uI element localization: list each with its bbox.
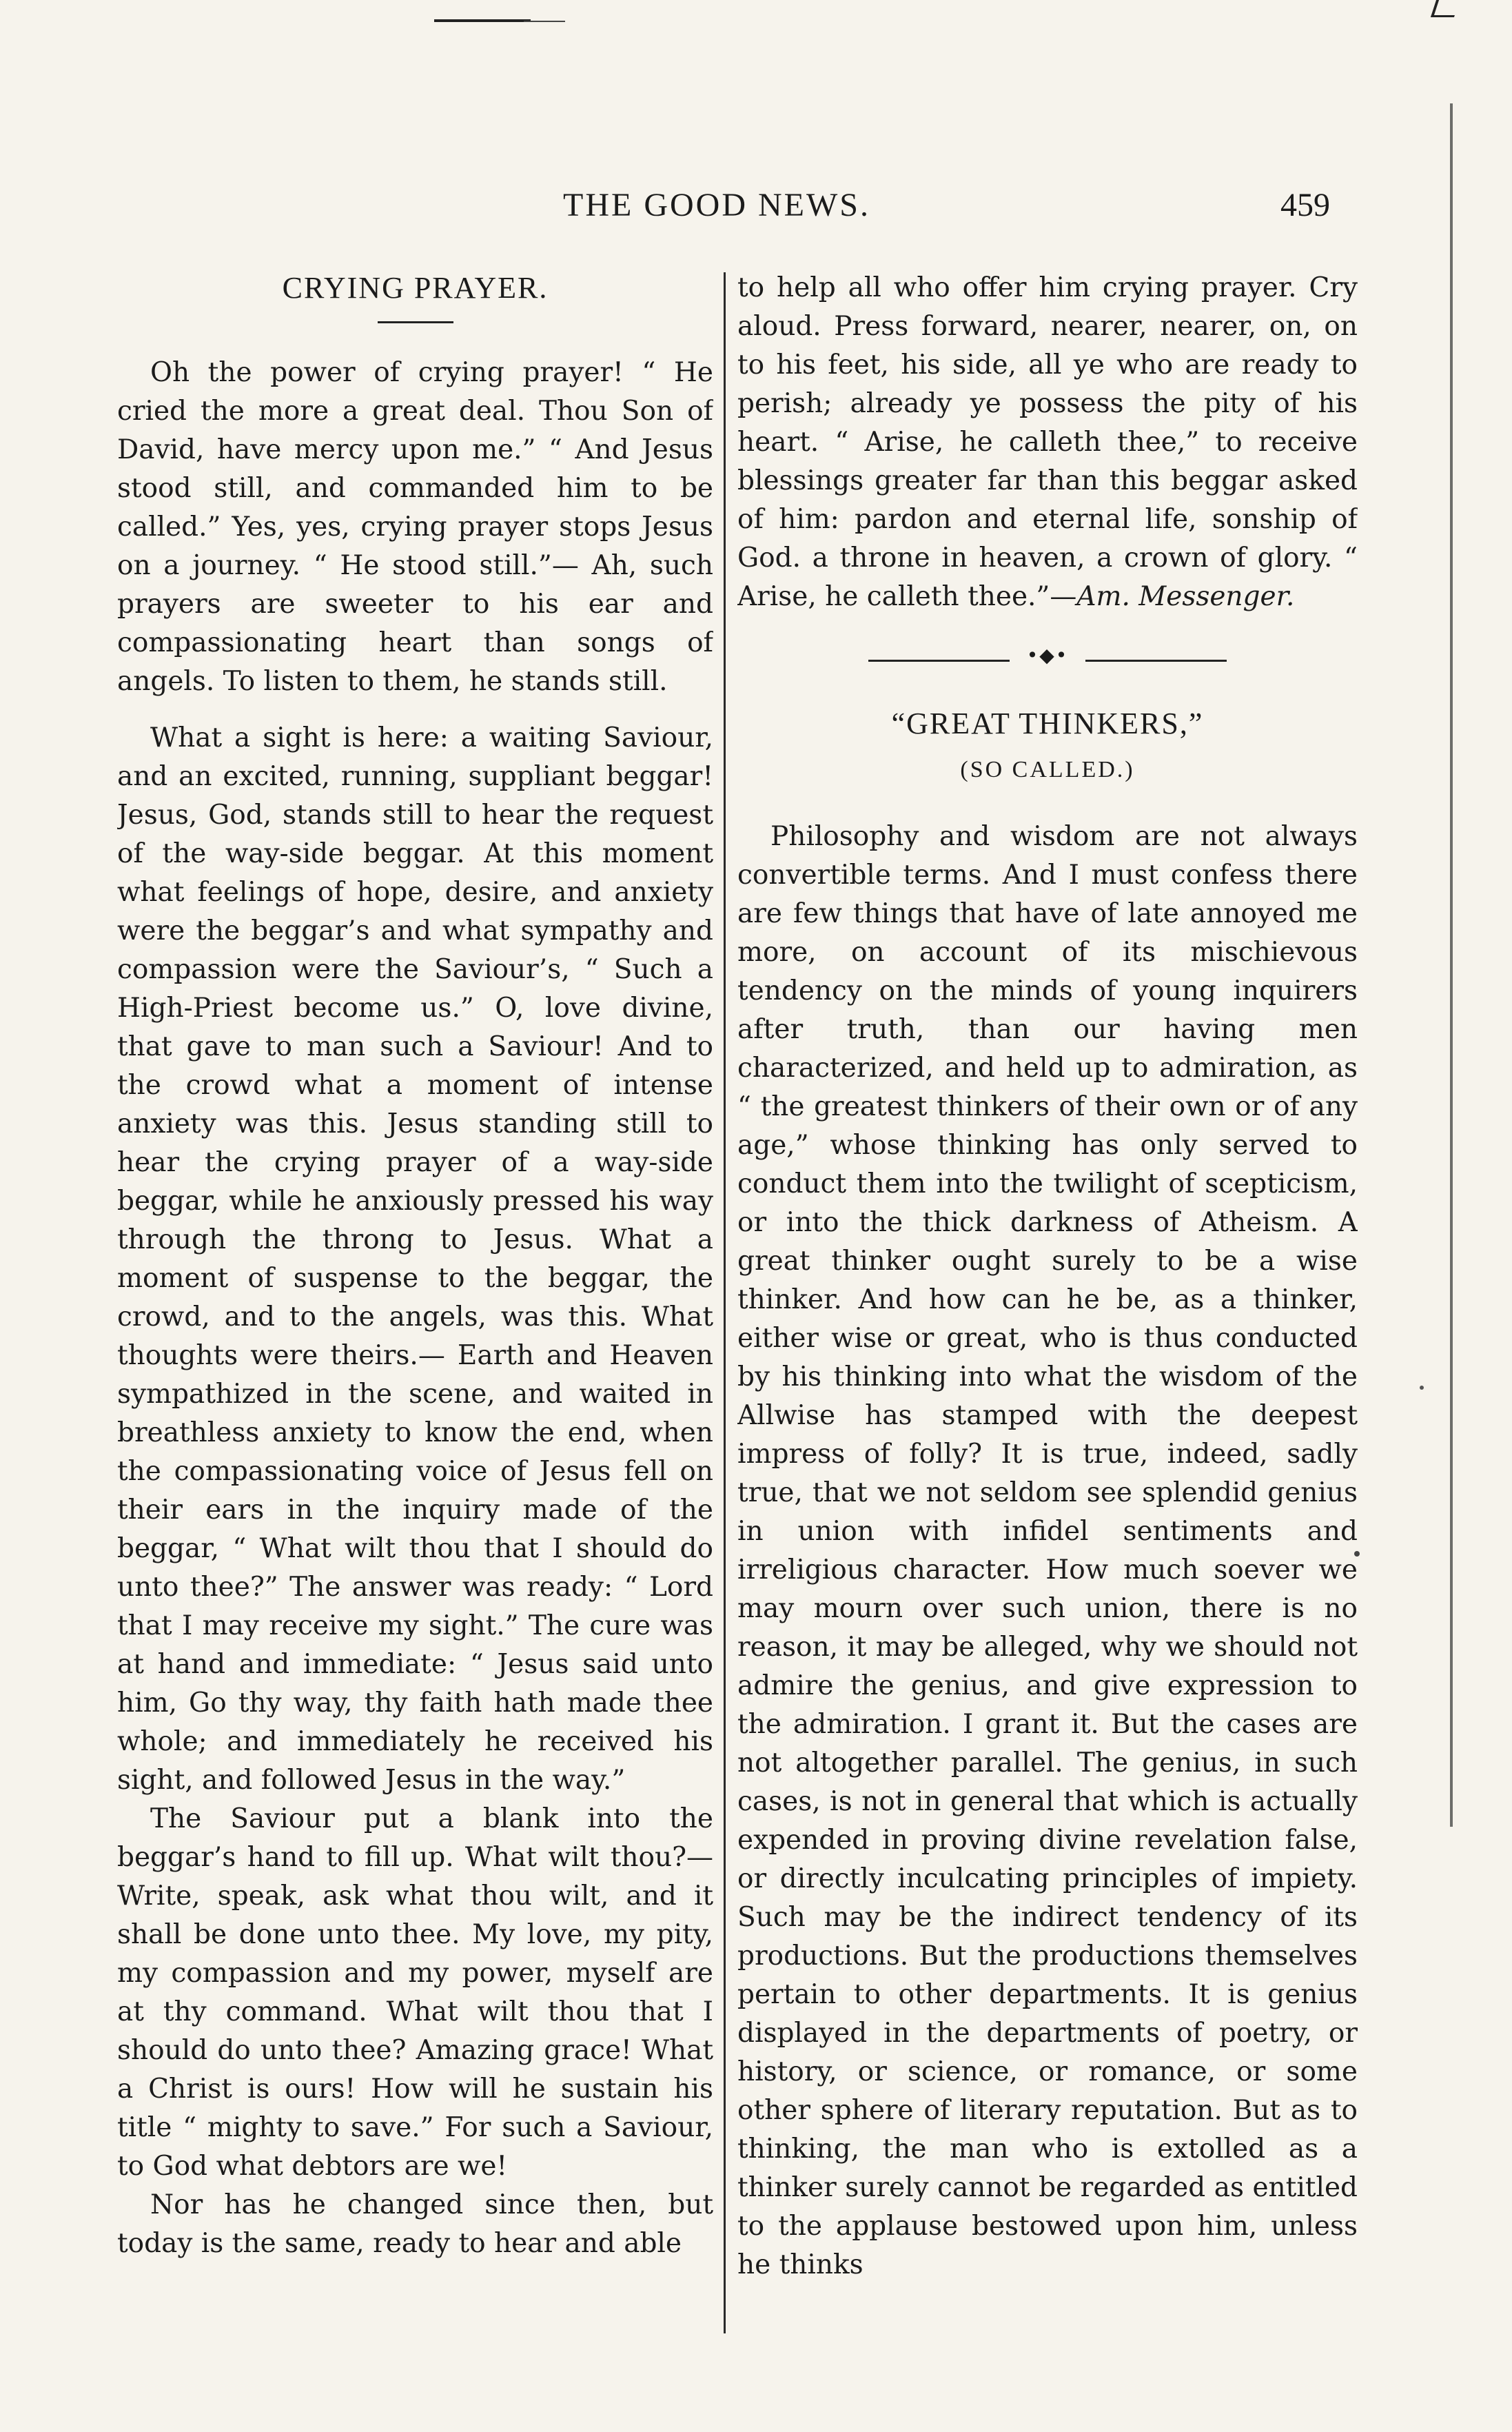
ink-speck (1420, 1386, 1424, 1390)
title-rule (378, 321, 453, 323)
continued-paragraph (737, 269, 1358, 616)
column-divider (724, 272, 726, 2333)
left-column (117, 269, 713, 2337)
page-number: 459 (1280, 187, 1330, 223)
top-printer-rule-tail (524, 21, 565, 22)
corner-binding-mark (1431, 0, 1460, 17)
paragraph: The Saviour put a blank into the beggar’s hand to fill up. What wilt thou?— Write, speak, ask what thou wilt, and it shall be done unto thee. My love, my pity, my compassion and my power, myself are at thy command. What wilt thou that I should do unto thee? Amazing grace! What a Christ is ours! How will he sustain his title “ mighty to save.” For such a Saviour, to God what debtors are we! (117, 1803, 713, 2182)
article-title: CRYING PRAYER. (282, 271, 549, 305)
paragraph: Philosophy and wisdom are not always convertible terms. And I must confess there are few things that have of late annoyed me more, on account of its mischievous tendency on the minds of young inquirers after truth, than our having men characterized, and held up to admiration, as “ the greatest thinkers of their own or of any age,” whose thinking has only served to conduct them into the twilight of scepticism, or into the thick darkness of Atheism. A great thinker ought surely to be a wise thinker. And how can he be, as a thinker, either wise or great, who is thus conducted by his thinking into what the wisdom of the Allwise has stamped with the deepest impress of folly? It is true, indeed, sadly true, that we not seldom see splendid genius in union with infidel sentiments and irreligious character. How much soever we may mourn over such union, there is no reason, it may be alleged, why we should not admire the genius, and give expression to the admiration. I grant it. But the cases are not altogether parallel. The genius, in such cases, is not in general that which is actually expended in proving divine revelation false, or directly inculcating principles of impiety. Such may be the indirect tendency of its productions. But the productions themselves pertain to other departments. It is genius displayed in the departments of poetry, or history, or science, or romance, or some other sphere of literary reputation. But as to thinking, the man who is extolled as a thinker surely cannot be regarded as entitled to the applause bestowed upon him, unless he thinks (737, 821, 1358, 2280)
paragraph: What a sight is here: a waiting Saviour, and an excited, running, suppliant beggar! Jesus, God, stands still to hear the request of the way-side beggar. At this moment what feelings of hope, desire, and anxiety were the beggar’s and what sympathy and compassion were the Saviour’s, “ Such a High-Priest become us.” O, love divine, that gave to man such a Saviour! And to the crowd what a moment of intense anxiety was this. Jesus standing still to hear the crying prayer of a way-side beggar, while he anxiously pressed his way through the throng to Jesus. What a moment of suspense to the beggar, the crowd, and to the angels, was this. What thoughts were theirs.— Earth and Heaven sympathized in the scene, and waited in breathless anxiety to know the end, when the compassionating voice of Jesus fell on their ears in the inquiry made of the beggar, “ What wilt thou that I should do unto thee?” The answer was ready: “ Lord that I may receive my sight.” The cure was at hand and immediate: “ Jesus said unto him, Go thy way, thy faith hath made thee whole; and immediately he received his sight, and followed Jesus in the way.” (117, 722, 713, 1796)
publication-title: THE GOOD NEWS. (563, 187, 870, 223)
continued-text: to help all who offer him crying prayer. Cry aloud. Press forward, nearer, nearer, on, on to his feet, his side, all ye who are ready to perish; already ye possess the pity of his heart. “ Arise, he calleth thee,” to receive blessings greater far than this beggar asked of him: pardon and eternal life, sonship of God. a throne in heaven, a crown of glory. “ Arise, he calleth thee.”— (737, 272, 1358, 612)
top-printer-rule (434, 19, 531, 22)
paragraph: Nor has he changed since then, but today is the same, ready to hear and able (117, 2189, 713, 2259)
ornament-glyph: •◆• (1010, 644, 1085, 667)
article-subtitle: (SO CALLED.) (960, 757, 1135, 782)
running-header (0, 186, 1512, 234)
paragraph: Oh the power of crying prayer! “ He cried the more a great deal. Thou Son of David, have mercy upon me.” “ And Jesus stood still, and commanded him to be called.” Yes, yes, crying prayer stops Jesus on a journey. “ He stood still.”— Ah, such prayers are sweeter to his ear and compassionating heart than songs of angels. To listen to them, he stands still. (117, 357, 713, 697)
page-edge-line (1450, 103, 1453, 1827)
article-credit: Am. Messenger. (1076, 581, 1295, 612)
right-column (737, 269, 1358, 2337)
article-title: “GREAT THINKERS,” (891, 707, 1204, 740)
section-ornament (868, 644, 1227, 667)
